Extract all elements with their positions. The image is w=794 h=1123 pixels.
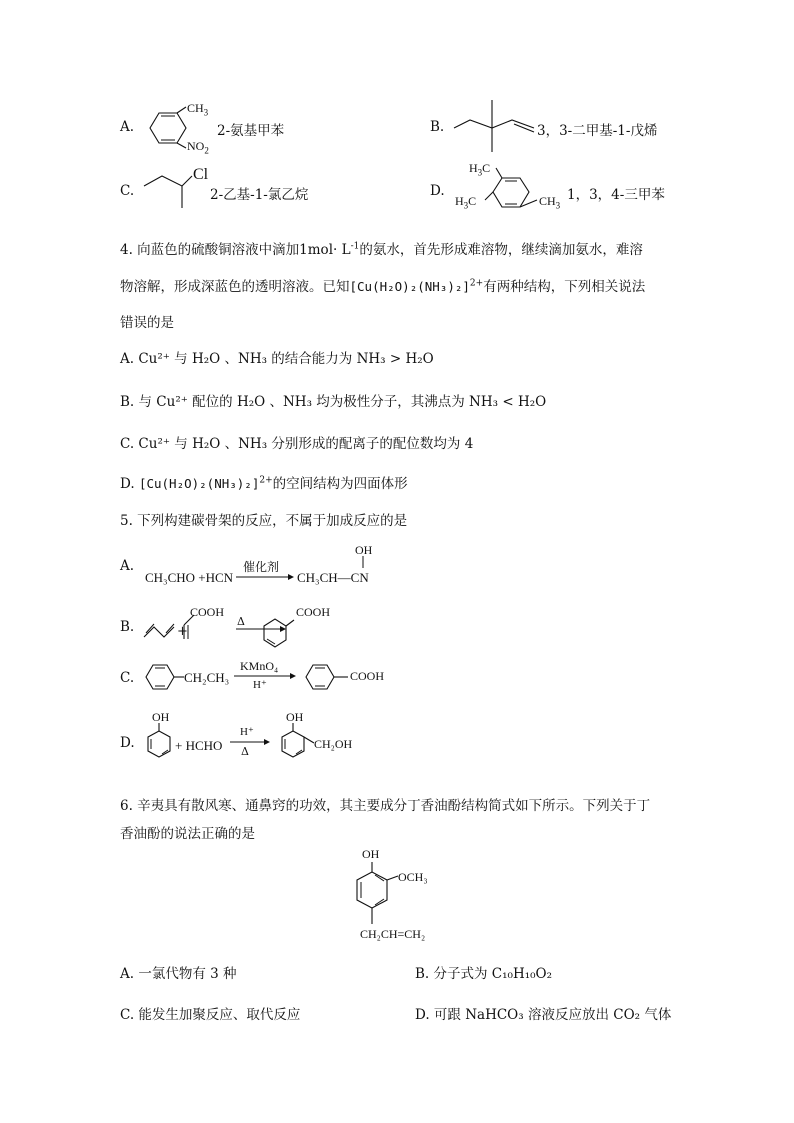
q4-stem-line3: 错误的是 — [120, 315, 174, 331]
q4-option-b[interactable]: B. 与 Cu²⁺ 配位的 H₂O 、NH₃ 均为极性分子，其沸点为 NH₃ < H₂O — [120, 394, 547, 410]
chlorine-label: Cl — [193, 166, 209, 183]
eugenol-methoxy: OCH₃ — [398, 870, 428, 884]
eugenol-allyl: CH₂CH=CH₂ — [360, 927, 426, 941]
q4-stem-line2: 物溶解，形成深蓝色的透明溶液。已知$[Cu(H_2O)_2(NH_3)_2]^{2+}$有两种结构，下列相关说法 — [120, 278, 646, 295]
q5a-condition: 催化剂 — [243, 560, 280, 574]
q5-option-c-letter[interactable]: C. — [120, 670, 135, 686]
q3-option-b-letter[interactable]: B. — [430, 119, 445, 135]
hydroxyl-label: OH — [355, 543, 373, 557]
q5d-acid: H⁺ — [240, 726, 254, 738]
dimethylpentene-structure — [452, 98, 542, 154]
q6-stem-line1: 6. 辛夷具有散风寒、通鼻窍的功效，其主要成分丁香油酚结构简式如下所示。下列关于丁 — [120, 798, 651, 814]
q5a-reactants: CH₃CHO +HCN — [145, 570, 234, 585]
q5d-phenol-oh: OH — [152, 710, 170, 724]
q3-option-d-name: 1，3，4-三甲苯 — [567, 187, 665, 203]
trimethylbenzene-structure — [485, 170, 545, 220]
q5-option-d-letter[interactable]: D. — [120, 735, 135, 751]
q5b-heat: Δ — [237, 615, 245, 628]
methyl-3-label: $CH_3$ — [539, 194, 561, 211]
q5c-acid: H⁺ — [253, 679, 267, 691]
methyl-label: $CH_3$ — [187, 101, 209, 118]
q5-option-b-letter[interactable]: B. — [120, 619, 135, 635]
q5d-heat: Δ — [241, 745, 249, 758]
q5c-ethyl: CH₂CH₃ — [184, 670, 230, 685]
q5a-reaction-arrow — [236, 573, 296, 581]
q3-option-b-name: 3，3-二甲基-1-戊烯 — [537, 123, 658, 139]
q6-option-d[interactable]: D. 可跟 NaHCO₃ 溶液反应放出 CO₂ 气体 — [415, 1007, 672, 1023]
q6-option-c[interactable]: C. 能发生加聚反应、取代反应 — [120, 1007, 301, 1023]
q6-option-a[interactable]: A. 一氯代物有 3 种 — [120, 966, 237, 982]
phenol-ring — [140, 723, 180, 763]
q5d-reaction-arrow — [230, 738, 272, 746]
q5c-product-cooh: COOH — [350, 669, 385, 683]
q5a-product: CH₃CH—CN — [297, 570, 369, 585]
q6-option-b[interactable]: B. 分子式为 C₁₀H₁₀O₂ — [415, 966, 553, 982]
q5-stem: 5. 下列构建碳骨架的反应，不属于加成反应的是 — [120, 513, 408, 529]
q4-stem-line1: 4. 向蓝色的硫酸铜溶液中滴加$1mol\cdot L^{-1}$的氨水，首先形成难溶物，继续滴加氨水，难溶 — [120, 241, 643, 258]
q3-option-d-letter[interactable]: D. — [430, 183, 445, 199]
q3-option-a-letter[interactable]: A. — [120, 119, 135, 135]
nitro-label: $NO_2$ — [187, 139, 209, 156]
q5d-product-oh: OH — [286, 710, 304, 724]
q5b-cooh-1: COOH — [190, 605, 225, 619]
q5b-plus: + — [177, 624, 188, 639]
q4-option-a[interactable]: A. Cu²⁺ 与 H₂O 、NH₃ 的结合能力为 NH₃ > H₂O — [120, 351, 434, 367]
q5-option-a-letter[interactable]: A. — [120, 558, 135, 574]
q5b-cooh-2: COOH — [296, 605, 331, 619]
chloro-alkane-structure — [140, 168, 200, 216]
methyl-1-label: $H_3C$ — [469, 161, 491, 178]
benzoic-acid-ring — [302, 660, 352, 694]
ethylbenzene-ring — [140, 660, 184, 694]
eugenol-oh: OH — [362, 847, 380, 861]
q4-option-d[interactable]: D. $[Cu(H_2O)_2(NH_3)_2]^{2+}$的空间结构为四面体形 — [120, 475, 408, 492]
q3-option-c-letter[interactable]: C. — [120, 183, 135, 199]
q4-option-c[interactable]: C. Cu²⁺ 与 H₂O 、NH₃ 分别形成的配离子的配位数均为 4 — [120, 436, 474, 452]
q5d-formaldehyde: + HCHO — [175, 738, 223, 753]
q5c-oxidant: KMnO₄ — [240, 659, 279, 673]
q6-stem-line2: 香油酚的说法正确的是 — [120, 826, 255, 842]
q3-option-a-name: 2-氨基甲苯 — [217, 123, 285, 139]
methyl-2-label: $H_3C$ — [455, 194, 477, 211]
q3-option-c-name: 2-乙基-1-氯乙烷 — [210, 187, 309, 203]
q5d-product-ch2oh: CH₂OH — [314, 737, 353, 751]
